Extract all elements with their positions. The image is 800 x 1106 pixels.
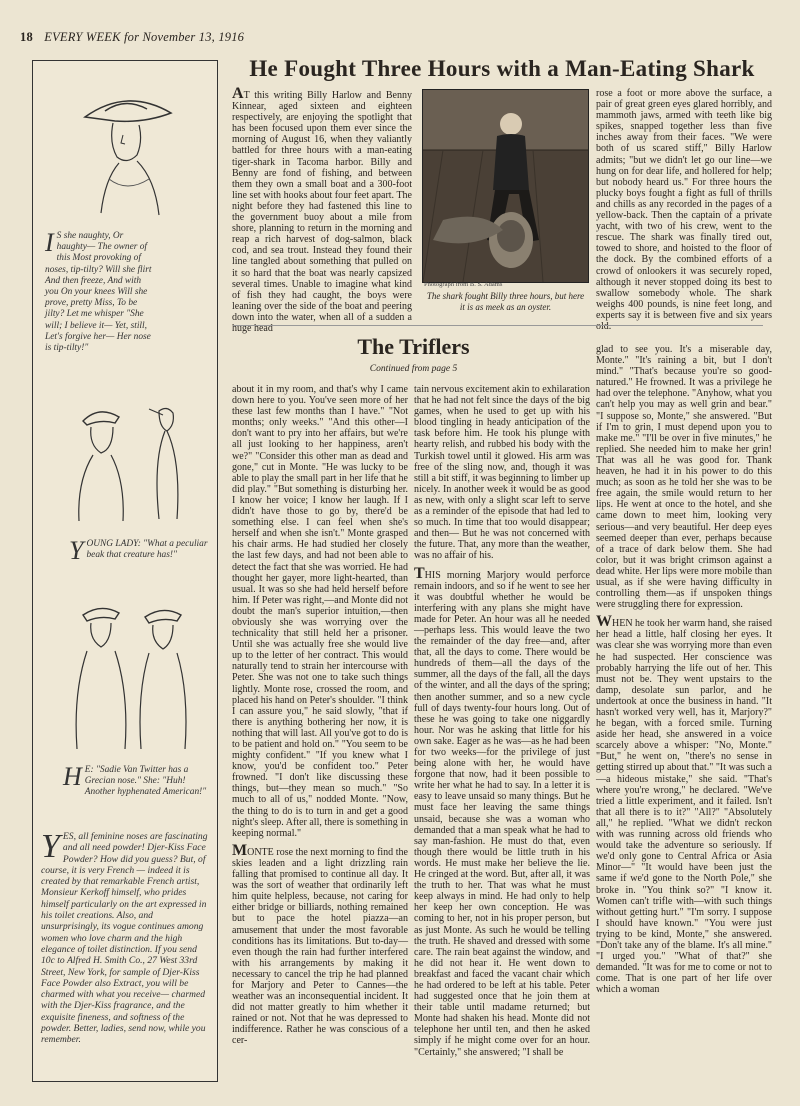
ad-copy-text: ES, all feminine noses are fascinating and all need powder! Djer-Kiss Face Powder? How did you guess? But, of course, it is very French — indeed it is created by that remarkable French artist, Monsieur Kerkoff himself, who prides himself particularly on the art expressed in his toilet creations. Also, and unsurprisingly, its vogue continues among women who love charm and the high elegance of toilet distinction. If you send 10c to Alfred H. Smith Co., 27 West 33rd Street, New York, for sample of Djer-Kiss Face Powder also Extract, you will be charmed with what you receive— charmed with the Djer-Kiss fragrance, and the exquisite fineness, and softness of the powder. Better, ladies, send now, while you remember. [41,831,208,1046]
page-header [20,30,780,45]
ad-verse-one [45,228,155,354]
verse-two-initial: Y [69,536,84,565]
ad-copy [41,828,209,1046]
shark-initial: A [232,85,244,102]
triflers-col1b-text: ONTE rose the next morning to find the skies leaden and a light drizzling rain falling that promised to continue all day. It was the sort of weather that ordinarily left him quite helpless, because, not caring for either bridge or billiards, nothing remained but to pace the hotel piazza—an amusement that under the most favorable conditions has its limitations. But to-day—even though the rain had further interfered with his arrangements by making it necessary to cancel the trip he had planned for Marjory and Peter to Cannes—the weather was an inconsequential incident. It did not matter greatly to him whether it rained or not. Not that he was depressed to indifference. Rather he was conscious of a cer- [232,846,408,1047]
boy-on-dock-image [423,90,588,282]
two-figures-illustration [63,593,203,753]
verse-two-text: OUNG LADY: "What a peculiar beak that creature has!" [86,539,208,561]
shark-photo [422,89,589,283]
woman-with-hat-illustration [75,83,179,221]
triflers-column-three [596,344,772,995]
ad-copy-initial: Y [41,828,60,865]
shark-col3-text: rose a foot or more above the surface, a pair of great green eyes glared horribly, and mammoth jaws, armed with teeth like big spikes, snapped together less than five inches away from their faces. "We were both of us scared stiff," Billy Harlow admits; "but we didn't let go our line—we hung on for dear life, and hollered for help; but nobody heard us." For three hours the plucky boys fought a fight as full of thrills and chills as any recorded in the pages of a yellow-back. Then the captain of a private yacht, with two of his crew, went to the rescue. The shark was finally tired out, towed to shore, and hoisted to the floor of the dock. By the combined efforts of a crowd of onlookers it was securely roped, although it never stopped doing its best to swallow somebody whole. The shark weighs 400 pounds, is nine feet long, and experts say it is between five and six years old. [596,88,772,332]
triflers-title: The Triflers [357,334,470,359]
verse-one-initial: I [45,228,54,257]
photo-credit: Photograph from B. S. Adams [424,281,503,288]
djer-kiss-ad [32,60,218,1082]
page-number: 18 [20,30,33,44]
photo-caption: The shark fought Billy three hours, but here it is as meek as an oyster. [426,291,585,312]
triflers-column-two [414,384,590,1058]
triflers-col3b-initial: W [596,613,612,631]
verse-one-text: S she naughty, Or haughty— The owner of this Most provoking of noses, tip-tilty? Will she flirt And then freeze, And with you On your knees Will she prove, pretty Miss, To be jilty? Let me whisper "She will; I believe it— Yet, still, Let's forgive her— Her nose is tip-tilty!" [45,231,152,354]
triflers-col3-text: glad to see you. It's a miserable day, Monte." "It's raining a bit, but I don't mind." "That's because you're so good-natured." He frowned. It was a privilege he had over the telephone. "Anyhow, what you can't help you may as well grin and bear." "I suppose so, Monte," she answered. "But if I'm to grin, I must depend upon you to make me." "I'll be over in five minutes," he replied. She needed him to make her grin! That was all he was good for. Thank heaven, he had it in his power to do this much; as soon as he told her she was to be free again, the smile would return to her lips. He went at once to the hotel, and she came down to meet him, looking very serious—and very beautiful. Her deep eyes seemed deeper than ever, perhaps because of a trace of dark below them. She had color, but it was bright crimson against a dead white. Her lips were more mobile than usual, as if she were having difficulty in controlling them—as if unspoken things were struggling there for expression. [596,344,772,611]
triflers-col2b-text: HIS morning Marjory would perforce remain indoors, and so if he went to see her it was doubtful whether he would be interfering with any plans she might have made for Peter. An hour was all he needed—perhaps less. This would leave the two the remainder of the day free—and, after that, all the days to come. There would be hundreds of them—all the days of the summer, all the days of the fall, all the days of the winter, and all the days of the spring; then another summer, and so a new cycle full of days twenty-four hours long. Out of these he was going to take one niggardly hour. Nor was he asking that little for his own sake. Eager as he was—as he had been for two weeks—for the privilege of just being alone with her, he would have forgone that now, had it been possible to write her what he had to say. In a letter it is easy to leave unsaid so many things. But he must face her leaving the same things unsaid, because she was a woman who demanded that a man speak what he had to say man-fashion. He must do that, even though there would be little truth in his words. He must make her believe the lie. He cringed at the word. But, after all, it was the truth to her. That was what he must keep always in mind. He had only to help her keep her own conception. He was coming to her, not in his proper person, but as just Monte. As such he would be telling the truth. He shaved and dressed with some care. The rain beat against the window, and he did not hear it. He went down to breakfast and faced the vacant chair which he had ordered to be left at his table. Peter had suggested once that he join them at their table until madame returned; but Monte had shaken his head. Monte did not telephone her until ten, and then he asked simply if he might come over for an hour. "Certainly," she answered; "I shall be [414,569,590,1058]
man-and-woman-illustration [63,401,203,525]
triflers-col1b-initial: M [232,841,248,859]
shark-col1-text: T this writing Billy Harlow and Benny Kinnear, aged sixteen and eighteen respectively, are enjoying the spotlight that has been focused upon them ever since the morning of August 16, when they valiantly battled for three hours with a man-eating tiger-shark in Tacoma harbor. Billy and Benny are fond of fishing, and between them they own a small boat and a 300-foot line set with hooks about four feet apart. The night before they had fastened this line to the government buoy about a mile from shore, planning to return in the morning and reap a rich harvest of dog-salmon, black cod, and sea trout. Instead they found their line tangled about something that pulled on it so hard that the boat was nearly capsized several times. Unable to imagine what kind of fish they had caught, the boys were leaning over the side of the boat and peering down into the water, when all of a sudden a huge head [232,90,412,334]
triflers-col2b-initial: T [414,564,425,582]
shark-column-three [596,88,772,332]
ad-verse-three [63,762,209,799]
section-divider [233,325,763,326]
triflers-col1-text: about it in my room, and that's why I came down here to you. You've seen more of her these last few months than I have." "Not months; only weeks." "And this other—I don't want to pry into her affairs, but we're all just looking to her happiness, aren't we?" "Consider this other man as dead and gone," cut in Monte. "He was lucky to be able to play the small part in her life that he did play." "But something is disturbing her. I know her voice; I know her laugh. If I didn't have those to go by, there'd be something else. I can feel when she's herself and when she isn't." Monte grasped his chair arms. He had studied her closely the last few days, and had not been able to detect the fact that she was worried. He had thought her gayer, more light-hearted, than usual. It was so she had held herself before him. If Peter was right,—and Monte did not doubt the man's superior intuition,—then obviously she was worrying over the technicality that still held her a prisoner. Until she was actually free she would live up to the letter of her contract. This would naturally tend to strain her intercourse with Peter. She was not one to take such things lightly. Monte rose, crossed the room, and placed his hand on Peter's shoulder. "I think I can assure you," he said slowly, "that if there is anything bothering her now, it is nothing that will last. All you've got to do is to be patient and hold on." "You seem to be mighty confident." "If you knew what I know, you'd be confident too." Peter frowned. "I don't like discussing these things, but—they mean so much." "So much to all of us," nodded Monte. "Now, the thing to do is to turn in and get a good night's sleep. After all, there is something in keeping normal." [232,384,408,839]
article-title: He Fought Three Hours with a Man-Eating Shark [249,56,755,81]
triflers-column-one [232,384,408,1047]
verse-three-initial: H [63,762,82,791]
ad-verse-two [69,536,209,565]
verse-three-text: E: "Sadie Van Twitter has a Grecian nose." She: "Huh! Another hyphenated American!" [84,765,207,798]
running-title: EVERY WEEK for November 13, 1916 [44,30,245,44]
shark-column-one [232,85,412,334]
triflers-col3b-text: HEN he took her warm hand, she raised her head a little, half closing her eyes. It was clear she was worrying more than even he had suspected. Her conscience was probably harrying the life out of her. This must not be. They went upstairs to the damp, desolate sun parlor, and he undertook at once the business in hand. "It hasn't worked very well, has it, Marjory?" he began, with a forced smile. Turning aside her head, she answered in a voice scarcely above a whisper: "No, Monte." "But," he went on, "there's no sense in getting stirred up about that." "It was such a—a hideous mistake," she said. "That's where you're wrong," he declared. "We've tried a little experiment, and it failed. Isn't that all there is to it?" "All?" "Absolutely all," he replied. "What we didn't reckon with was running across old friends who would take the adventure so seriously. If we'd only gone to Central Africa or Asia Minor—" "It would have been just the same if we'd gone to the North Pole," she broke in. "You think so?" "I know it. Women can't trifle with—with such things without getting hurt." "I'm sorry. I suppose I should have known." "You were just trying to be kind, Monte," she answered. "Don't take any of the blame. It's all mine." "I urged you." "What of that?" she demanded. "It was for me to come or not to come. That is one part of her life over which a woman [596,618,772,996]
triflers-col2-text: tain nervous excitement akin to exhilaration that he had not felt since the days of the big games, when he used to get up with his blood tingling in heady anticipation of the task before him. He took his plunge with hearty relish, and rubbed his body with the Turkish towel until it glowed. His arm was free of the sling now, and, though it was still a bit stiff, it was beginning to limber up nicely. In another week it would be as good as new, with only a slight scar left to serve as a reminder of the episode that had led to so much. In time that too would disappear; and then— But he was not concerned with the future. That, any more than the weather, was no affair of his. [414,384,590,562]
continued-note: Continued from page 5 [369,364,458,374]
